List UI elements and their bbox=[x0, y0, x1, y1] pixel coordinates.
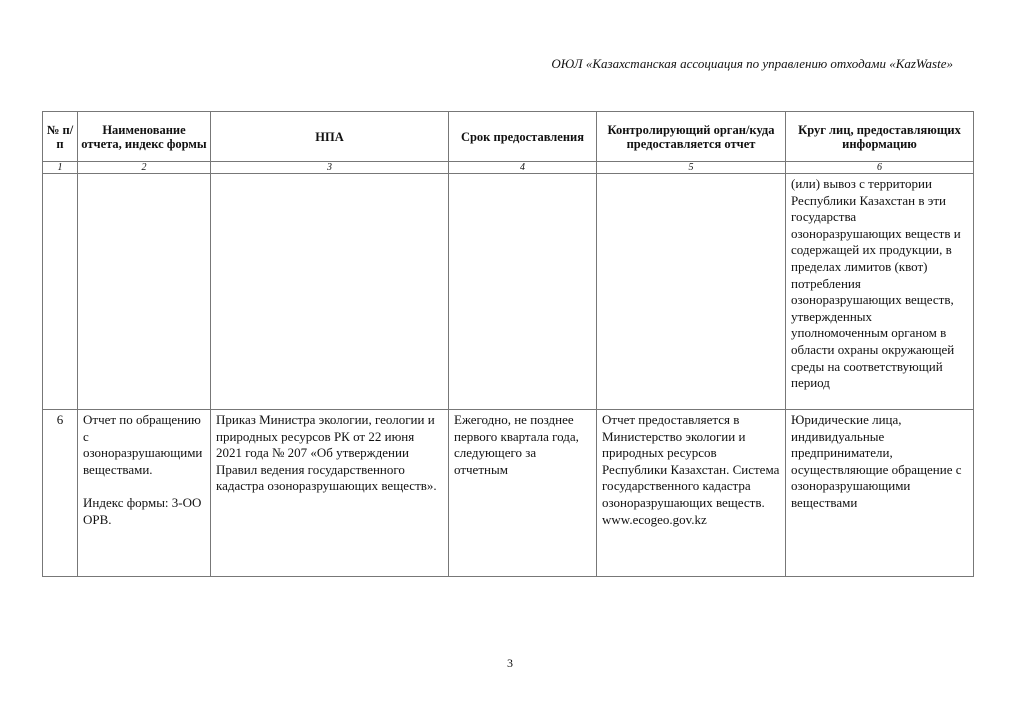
column-header-npa: НПА bbox=[211, 112, 449, 162]
empty-cell bbox=[449, 174, 597, 410]
table-row-continuation bbox=[43, 174, 974, 410]
npa-cell: Приказ Министра экологии, геологии и природных ресурсов РК от 22 июня 2021 года № 207 «Об утверждении Правил ведения государственного кадастра озоноразрушающих веществ». bbox=[211, 410, 449, 577]
report-name-cell bbox=[78, 410, 211, 577]
column-number: 6 bbox=[786, 162, 974, 174]
authority-cell bbox=[597, 410, 786, 577]
form-index: Индекс формы: 3-ОО ОРВ. bbox=[83, 494, 202, 527]
row-number: 6 bbox=[43, 410, 78, 577]
deadline-cell: Ежегодно, не позднее первого квартала года, следующего за отчетным bbox=[449, 410, 597, 577]
persons-cell: Юридические лица, индивидуальные предприниматели, осуществляющие обращение с озоноразрушающими веществами bbox=[786, 410, 974, 577]
column-numbers-row bbox=[43, 162, 974, 174]
column-header-deadline: Срок предоставления bbox=[449, 112, 597, 162]
column-header-number: № п/п bbox=[43, 112, 78, 162]
page-number: 3 bbox=[507, 656, 513, 670]
empty-cell bbox=[211, 174, 449, 410]
column-number: 3 bbox=[211, 162, 449, 174]
authority-url[interactable]: www.ecogeo.gov.kz bbox=[602, 511, 707, 527]
column-number: 1 bbox=[43, 162, 78, 174]
empty-cell bbox=[78, 174, 211, 410]
column-number: 2 bbox=[78, 162, 211, 174]
report-name: Отчет по обращению с озоноразрушающими веществами. bbox=[83, 412, 203, 477]
column-header-persons: Круг лиц, предоставляющих информацию bbox=[786, 112, 974, 162]
document-header: ОЮЛ «Казахстанская ассоциация по управлению отходами «KazWaste» bbox=[551, 56, 953, 71]
column-header-report-name: Наименование отчета, индекс формы bbox=[78, 112, 211, 162]
table-header-row bbox=[43, 112, 974, 162]
column-header-authority: Контролирующий орган/куда предоставляется отчет bbox=[597, 112, 786, 162]
spacer bbox=[83, 478, 205, 495]
empty-cell bbox=[43, 174, 78, 410]
table-row bbox=[43, 410, 974, 577]
authority-text: Отчет предоставляется в Министерство экологии и природных ресурсов Республики Казахстан. Система государственного кадастра озоноразрушающих веществ. bbox=[602, 412, 780, 510]
column-number: 4 bbox=[449, 162, 597, 174]
column-number: 5 bbox=[597, 162, 786, 174]
continuation-text: (или) вывоз с территории Республики Казахстан в эти государства озоноразрушающих веществ и содержащей их продукции, в пределах лимитов (квот) потребления озоноразрушающих веществ, утвержденных уполномоченным органом в области охраны окружающей среды на соответствующий период bbox=[786, 174, 974, 410]
reports-table bbox=[42, 111, 974, 577]
empty-cell bbox=[597, 174, 786, 410]
